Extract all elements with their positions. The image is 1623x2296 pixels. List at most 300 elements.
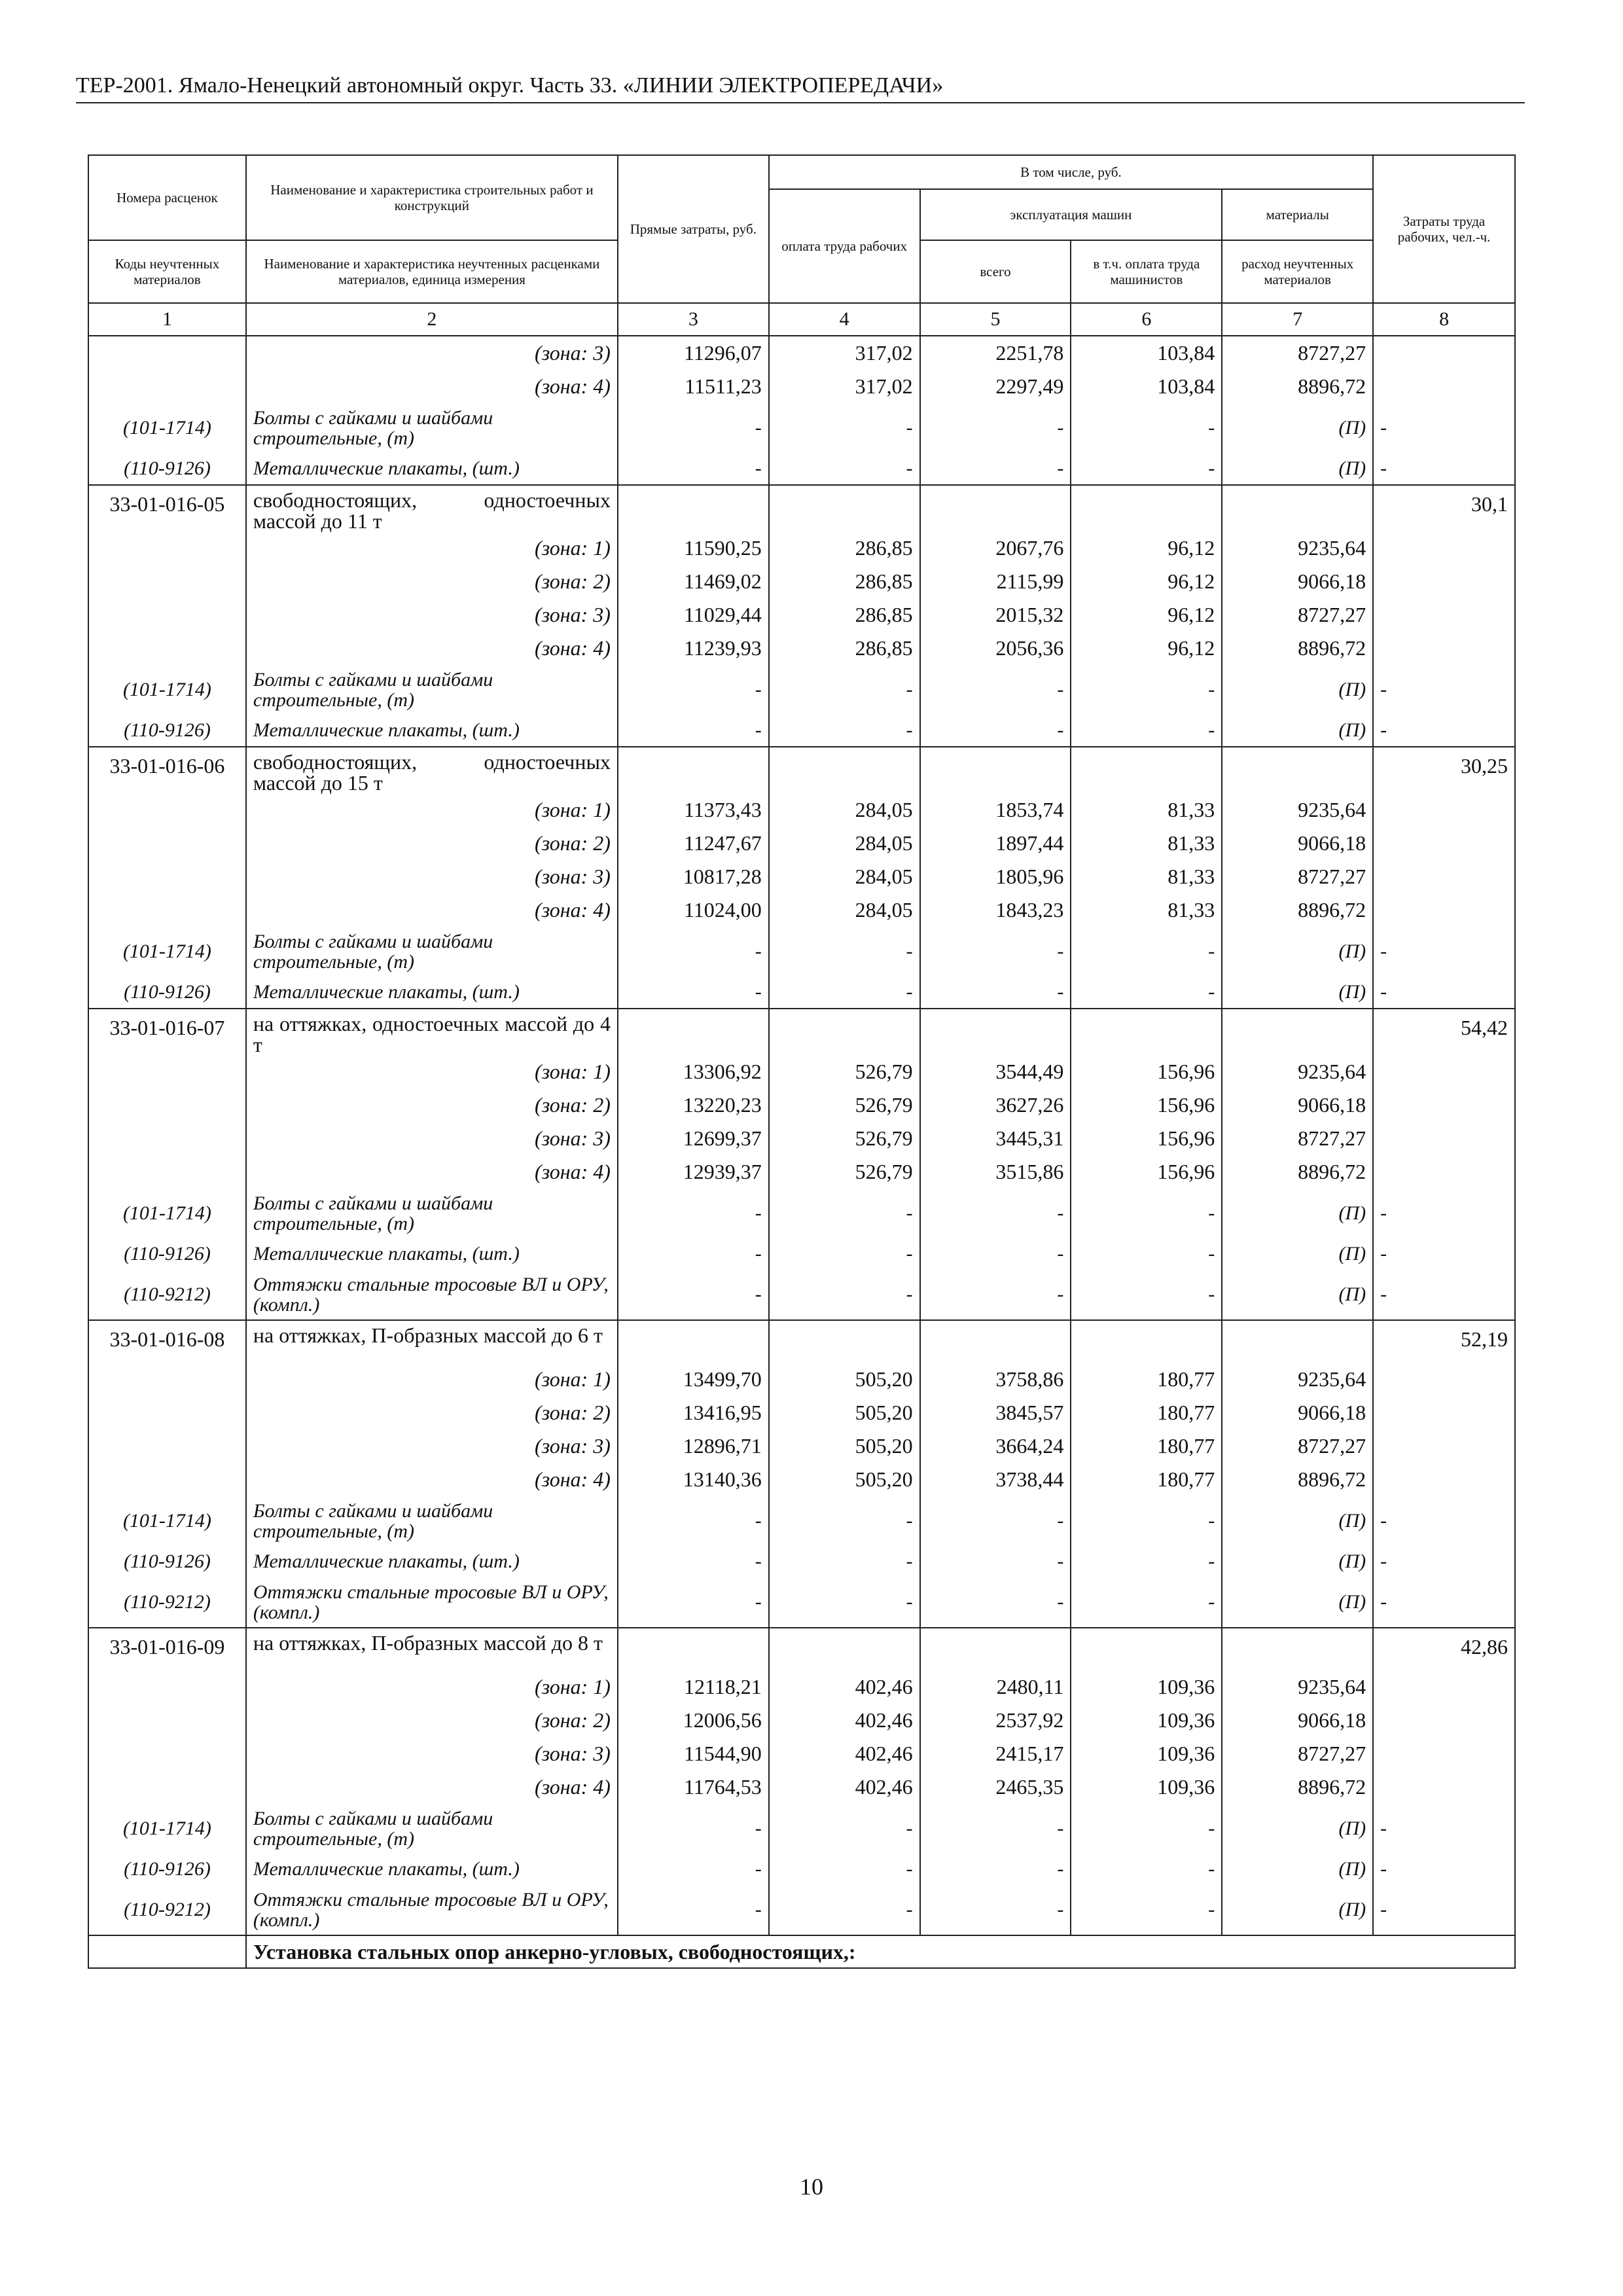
empty-cell [1071, 1628, 1222, 1670]
rate-title: свободностоящих, одностоечных массой до 15 т [246, 747, 618, 793]
material-direct-cost: - [618, 1885, 769, 1935]
material-worker-pay: - [769, 665, 920, 715]
zone-label: (зона: 4) [246, 632, 618, 665]
material-operator-pay: - [1071, 715, 1222, 747]
empty-cell [1373, 565, 1515, 598]
empty-cell [1373, 1396, 1515, 1429]
zone-value: 8727,27 [1222, 336, 1373, 370]
zone-value: 1853,74 [920, 793, 1071, 827]
material-code: (110-9212) [88, 1885, 246, 1935]
empty-cell [88, 1670, 246, 1704]
zone-value: 1897,44 [920, 827, 1071, 860]
zone-value: 3758,86 [920, 1363, 1071, 1396]
zone-value: 2480,11 [920, 1670, 1071, 1704]
price-table [88, 154, 1516, 1969]
material-worker-pay: - [769, 1270, 920, 1320]
head-materials: материалы [1222, 189, 1373, 240]
zone-row [88, 1737, 1515, 1770]
zone-value: 81,33 [1071, 793, 1222, 827]
empty-cell [1373, 1770, 1515, 1804]
zone-value: 526,79 [769, 1055, 920, 1088]
rate-title: свободностоящих, одностоечных массой до 11 т [246, 485, 618, 531]
zone-value: 8896,72 [1222, 1770, 1373, 1804]
material-worker-pay: - [769, 927, 920, 977]
material-name: Оттяжки стальные тросовые ВЛ и ОРУ, (компл.) [246, 1577, 618, 1628]
zone-label: (зона: 4) [246, 1155, 618, 1189]
empty-cell [88, 1770, 246, 1804]
col-num: 1 [88, 303, 246, 336]
empty-cell [88, 531, 246, 565]
empty-cell [1373, 598, 1515, 632]
empty-cell [1373, 1704, 1515, 1737]
empty-cell [1373, 793, 1515, 827]
zone-value: 11544,90 [618, 1737, 769, 1770]
zone-row [88, 336, 1515, 370]
rate-title: на оттяжках, П-образных массой до 6 т [246, 1320, 618, 1363]
zone-value: 3664,24 [920, 1429, 1071, 1463]
rate-header-row [88, 747, 1515, 793]
material-row [88, 403, 1515, 453]
material-direct-cost: - [618, 715, 769, 747]
column-numbers-row [88, 303, 1515, 336]
empty-cell [1373, 1122, 1515, 1155]
zone-value: 11590,25 [618, 531, 769, 565]
material-row [88, 1885, 1515, 1935]
material-labor: - [1373, 403, 1515, 453]
empty-cell [88, 827, 246, 860]
empty-cell [88, 336, 246, 370]
zone-value: 13140,36 [618, 1463, 769, 1496]
empty-cell [1373, 1429, 1515, 1463]
head-labor-costs: Затраты труда рабочих, чел.-ч. [1373, 155, 1515, 303]
zone-value: 9066,18 [1222, 1088, 1373, 1122]
material-operator-pay: - [1071, 1804, 1222, 1854]
zone-value: 2067,76 [920, 531, 1071, 565]
zone-value: 526,79 [769, 1122, 920, 1155]
zone-value: 109,36 [1071, 1737, 1222, 1770]
zone-value: 8896,72 [1222, 893, 1373, 927]
material-worker-pay: - [769, 403, 920, 453]
zone-row [88, 893, 1515, 927]
zone-value: 505,20 [769, 1429, 920, 1463]
zone-value: 109,36 [1071, 1704, 1222, 1737]
material-operator-pay: - [1071, 1238, 1222, 1270]
empty-cell [1222, 1628, 1373, 1670]
material-direct-cost: - [618, 1804, 769, 1854]
zone-value: 505,20 [769, 1363, 920, 1396]
zone-value: 8896,72 [1222, 1155, 1373, 1189]
material-name: Болты с гайками и шайбами строительные, (т) [246, 403, 618, 453]
zone-value: 11373,43 [618, 793, 769, 827]
section-footer-row [88, 1935, 1515, 1968]
empty-cell [88, 1396, 246, 1429]
empty-cell [1222, 747, 1373, 793]
material-operator-pay: - [1071, 1885, 1222, 1935]
zone-row [88, 1155, 1515, 1189]
empty-cell [1373, 370, 1515, 403]
material-usage: (П) [1222, 1577, 1373, 1628]
material-labor: - [1373, 453, 1515, 485]
zone-value: 505,20 [769, 1463, 920, 1496]
zone-value: 81,33 [1071, 860, 1222, 893]
zone-value: 2537,92 [920, 1704, 1071, 1737]
zone-label: (зона: 2) [246, 1396, 618, 1429]
zone-value: 9235,64 [1222, 1670, 1373, 1704]
section-footer-title: Установка стальных опор анкерно-угловых, свободностоящих,: [246, 1935, 1515, 1968]
zone-label: (зона: 1) [246, 1055, 618, 1088]
zone-value: 13416,95 [618, 1396, 769, 1429]
material-name: Оттяжки стальные тросовые ВЛ и ОРУ, (компл.) [246, 1270, 618, 1320]
material-labor: - [1373, 1804, 1515, 1854]
material-operator-pay: - [1071, 1546, 1222, 1577]
material-row [88, 1270, 1515, 1320]
zone-value: 11024,00 [618, 893, 769, 927]
zone-row [88, 1122, 1515, 1155]
material-worker-pay: - [769, 1854, 920, 1885]
material-direct-cost: - [618, 1546, 769, 1577]
rate-code: 33-01-016-07 [88, 1009, 246, 1055]
zone-value: 9066,18 [1222, 1396, 1373, 1429]
zone-label: (зона: 3) [246, 598, 618, 632]
material-direct-cost: - [618, 977, 769, 1009]
material-code: (101-1714) [88, 927, 246, 977]
zone-value: 1805,96 [920, 860, 1071, 893]
material-code: (110-9126) [88, 1546, 246, 1577]
material-code: (101-1714) [88, 403, 246, 453]
zone-value: 2465,35 [920, 1770, 1071, 1804]
rate-header-row [88, 485, 1515, 531]
rate-code: 33-01-016-09 [88, 1628, 246, 1670]
material-labor: - [1373, 1238, 1515, 1270]
head-machines: эксплуатация машин [920, 189, 1222, 240]
zone-value: 2056,36 [920, 632, 1071, 665]
zone-value: 8896,72 [1222, 632, 1373, 665]
material-usage: (П) [1222, 927, 1373, 977]
rate-title: на оттяжках, одностоечных массой до 4 т [246, 1009, 618, 1055]
material-row [88, 1496, 1515, 1546]
material-labor: - [1373, 1496, 1515, 1546]
col-num: 4 [769, 303, 920, 336]
material-row [88, 715, 1515, 747]
zone-value: 9235,64 [1222, 531, 1373, 565]
col-num: 2 [246, 303, 618, 336]
zone-value: 402,46 [769, 1770, 920, 1804]
zone-value: 8727,27 [1222, 1429, 1373, 1463]
material-machines-total: - [920, 927, 1071, 977]
material-name: Болты с гайками и шайбами строительные, (т) [246, 1189, 618, 1238]
zone-value: 505,20 [769, 1396, 920, 1429]
material-operator-pay: - [1071, 1270, 1222, 1320]
labor-value: 54,42 [1373, 1009, 1515, 1055]
empty-cell [88, 1088, 246, 1122]
zone-value: 103,84 [1071, 336, 1222, 370]
empty-cell [88, 1704, 246, 1737]
zone-value: 81,33 [1071, 827, 1222, 860]
material-labor: - [1373, 1546, 1515, 1577]
zone-value: 13499,70 [618, 1363, 769, 1396]
zone-row [88, 1088, 1515, 1122]
material-labor: - [1373, 977, 1515, 1009]
page-header: ТЕР-2001. Ямало-Ненецкий автономный округ. Часть 33. «ЛИНИИ ЭЛЕКТРОПЕРЕДАЧИ» [76, 73, 1525, 103]
material-direct-cost: - [618, 1238, 769, 1270]
empty-cell [88, 1463, 246, 1496]
material-name: Металлические плакаты, (шт.) [246, 977, 618, 1009]
material-operator-pay: - [1071, 1577, 1222, 1628]
zone-row [88, 370, 1515, 403]
material-machines-total: - [920, 1189, 1071, 1238]
material-machines-total: - [920, 1238, 1071, 1270]
material-row [88, 665, 1515, 715]
head-material-codes: Коды неучтенных материалов [88, 240, 246, 303]
zone-value: 2251,78 [920, 336, 1071, 370]
material-row [88, 1804, 1515, 1854]
zone-value: 9066,18 [1222, 565, 1373, 598]
material-code: (110-9126) [88, 1854, 246, 1885]
zone-value: 11239,93 [618, 632, 769, 665]
material-code: (110-9126) [88, 453, 246, 485]
empty-cell [88, 1737, 246, 1770]
zone-label: (зона: 1) [246, 793, 618, 827]
material-machines-total: - [920, 1854, 1071, 1885]
empty-cell [1373, 893, 1515, 927]
material-direct-cost: - [618, 1577, 769, 1628]
zone-value: 8896,72 [1222, 370, 1373, 403]
material-worker-pay: - [769, 1189, 920, 1238]
zone-value: 96,12 [1071, 598, 1222, 632]
material-row [88, 977, 1515, 1009]
zone-value: 103,84 [1071, 370, 1222, 403]
empty-cell [1071, 485, 1222, 531]
material-machines-total: - [920, 453, 1071, 485]
zone-value: 284,05 [769, 860, 920, 893]
material-operator-pay: - [1071, 453, 1222, 485]
zone-value: 1843,23 [920, 893, 1071, 927]
material-code: (110-9126) [88, 1238, 246, 1270]
zone-label: (зона: 1) [246, 1363, 618, 1396]
zone-label: (зона: 2) [246, 827, 618, 860]
empty-cell [1222, 1320, 1373, 1363]
empty-cell [1071, 747, 1222, 793]
empty-cell [1373, 1737, 1515, 1770]
col-num: 8 [1373, 303, 1515, 336]
zone-value: 9235,64 [1222, 1363, 1373, 1396]
zone-value: 402,46 [769, 1704, 920, 1737]
rate-header-row [88, 1628, 1515, 1670]
zone-label: (зона: 3) [246, 336, 618, 370]
head-rate-numbers: Номера расценок [88, 155, 246, 240]
empty-cell [618, 1320, 769, 1363]
zone-value: 286,85 [769, 565, 920, 598]
material-machines-total: - [920, 1546, 1071, 1577]
empty-cell [1373, 1055, 1515, 1088]
zone-value: 8727,27 [1222, 1737, 1373, 1770]
material-code: (101-1714) [88, 1189, 246, 1238]
empty-cell [1071, 1320, 1222, 1363]
zone-row [88, 1429, 1515, 1463]
zone-value: 8727,27 [1222, 598, 1373, 632]
zone-value: 9235,64 [1222, 1055, 1373, 1088]
zone-value: 317,02 [769, 336, 920, 370]
material-labor: - [1373, 1270, 1515, 1320]
zone-value: 156,96 [1071, 1155, 1222, 1189]
zone-value: 3738,44 [920, 1463, 1071, 1496]
zone-label: (зона: 2) [246, 1704, 618, 1737]
empty-cell [1373, 1088, 1515, 1122]
material-worker-pay: - [769, 977, 920, 1009]
zone-value: 286,85 [769, 598, 920, 632]
material-operator-pay: - [1071, 1496, 1222, 1546]
empty-cell [618, 747, 769, 793]
zone-value: 284,05 [769, 793, 920, 827]
page-number: 10 [800, 2174, 823, 2200]
material-usage: (П) [1222, 403, 1373, 453]
zone-value: 180,77 [1071, 1463, 1222, 1496]
zone-value: 2297,49 [920, 370, 1071, 403]
material-labor: - [1373, 665, 1515, 715]
zone-row [88, 1770, 1515, 1804]
zone-label: (зона: 3) [246, 1429, 618, 1463]
zone-value: 11247,67 [618, 827, 769, 860]
empty-cell [88, 1429, 246, 1463]
material-usage: (П) [1222, 453, 1373, 485]
material-worker-pay: - [769, 1804, 920, 1854]
zone-value: 3515,86 [920, 1155, 1071, 1189]
zone-row [88, 1363, 1515, 1396]
zone-value: 11029,44 [618, 598, 769, 632]
material-labor: - [1373, 1577, 1515, 1628]
material-machines-total: - [920, 1885, 1071, 1935]
zone-value: 3445,31 [920, 1122, 1071, 1155]
material-usage: (П) [1222, 665, 1373, 715]
zone-label: (зона: 2) [246, 1088, 618, 1122]
material-row [88, 1238, 1515, 1270]
material-usage: (П) [1222, 1189, 1373, 1238]
zone-value: 284,05 [769, 893, 920, 927]
zone-label: (зона: 3) [246, 860, 618, 893]
material-worker-pay: - [769, 453, 920, 485]
material-code: (101-1714) [88, 665, 246, 715]
material-usage: (П) [1222, 1238, 1373, 1270]
zone-value: 3845,57 [920, 1396, 1071, 1429]
head-direct-costs: Прямые затраты, руб. [618, 155, 769, 303]
empty-cell [1373, 1155, 1515, 1189]
material-direct-cost: - [618, 403, 769, 453]
material-name: Болты с гайками и шайбами строительные, (т) [246, 1496, 618, 1546]
material-name: Металлические плакаты, (шт.) [246, 1546, 618, 1577]
zone-label: (зона: 3) [246, 1122, 618, 1155]
empty-cell [769, 1320, 920, 1363]
zone-row [88, 1670, 1515, 1704]
zone-label: (зона: 4) [246, 1463, 618, 1496]
empty-cell [920, 1320, 1071, 1363]
zone-value: 109,36 [1071, 1770, 1222, 1804]
empty-cell [88, 1935, 246, 1968]
material-row [88, 1189, 1515, 1238]
zone-value: 180,77 [1071, 1396, 1222, 1429]
empty-cell [1373, 336, 1515, 370]
zone-value: 8727,27 [1222, 1122, 1373, 1155]
material-operator-pay: - [1071, 403, 1222, 453]
empty-cell [1373, 1363, 1515, 1396]
empty-cell [920, 1009, 1071, 1055]
material-code: (110-9126) [88, 977, 246, 1009]
col-num: 3 [618, 303, 769, 336]
material-usage: (П) [1222, 977, 1373, 1009]
zone-value: 11469,02 [618, 565, 769, 598]
zone-value: 156,96 [1071, 1055, 1222, 1088]
material-machines-total: - [920, 1804, 1071, 1854]
material-name: Болты с гайками и шайбами строительные, (т) [246, 665, 618, 715]
zone-value: 96,12 [1071, 531, 1222, 565]
material-worker-pay: - [769, 1546, 920, 1577]
zone-value: 11511,23 [618, 370, 769, 403]
zone-value: 12699,37 [618, 1122, 769, 1155]
empty-cell [769, 1628, 920, 1670]
zone-value: 286,85 [769, 632, 920, 665]
material-machines-total: - [920, 403, 1071, 453]
material-row [88, 1546, 1515, 1577]
zone-value: 526,79 [769, 1088, 920, 1122]
head-including: В том числе, руб. [769, 155, 1373, 189]
zone-value: 11296,07 [618, 336, 769, 370]
zone-value: 109,36 [1071, 1670, 1222, 1704]
empty-cell [1373, 531, 1515, 565]
zone-row [88, 565, 1515, 598]
material-machines-total: - [920, 977, 1071, 1009]
zone-value: 2415,17 [920, 1737, 1071, 1770]
zone-value: 10817,28 [618, 860, 769, 893]
empty-cell [88, 565, 246, 598]
material-code: (110-9212) [88, 1270, 246, 1320]
empty-cell [1222, 485, 1373, 531]
material-direct-cost: - [618, 1854, 769, 1885]
material-machines-total: - [920, 1577, 1071, 1628]
zone-value: 3627,26 [920, 1088, 1071, 1122]
material-operator-pay: - [1071, 1189, 1222, 1238]
empty-cell [1373, 1670, 1515, 1704]
zone-value: 8896,72 [1222, 1463, 1373, 1496]
material-direct-cost: - [618, 1496, 769, 1546]
empty-cell [88, 893, 246, 927]
head-material-names: Наименование и характеристика неучтенных расценками материалов, единица измерения [246, 240, 618, 303]
empty-cell [88, 793, 246, 827]
col-num: 5 [920, 303, 1071, 336]
zone-row [88, 531, 1515, 565]
zone-row [88, 632, 1515, 665]
labor-value: 30,25 [1373, 747, 1515, 793]
zone-value: 180,77 [1071, 1363, 1222, 1396]
material-machines-total: - [920, 665, 1071, 715]
zone-row [88, 598, 1515, 632]
material-code: (110-9126) [88, 715, 246, 747]
empty-cell [920, 1628, 1071, 1670]
zone-value: 12896,71 [618, 1429, 769, 1463]
material-name: Металлические плакаты, (шт.) [246, 715, 618, 747]
zone-value: 286,85 [769, 531, 920, 565]
material-name: Металлические плакаты, (шт.) [246, 1854, 618, 1885]
zone-value: 317,02 [769, 370, 920, 403]
empty-cell [1373, 1463, 1515, 1496]
empty-cell [88, 370, 246, 403]
material-labor: - [1373, 715, 1515, 747]
zone-row [88, 793, 1515, 827]
material-usage: (П) [1222, 1496, 1373, 1546]
material-direct-cost: - [618, 1270, 769, 1320]
zone-value: 12118,21 [618, 1670, 769, 1704]
material-row [88, 453, 1515, 485]
rate-header-row [88, 1320, 1515, 1363]
empty-cell [1373, 860, 1515, 893]
